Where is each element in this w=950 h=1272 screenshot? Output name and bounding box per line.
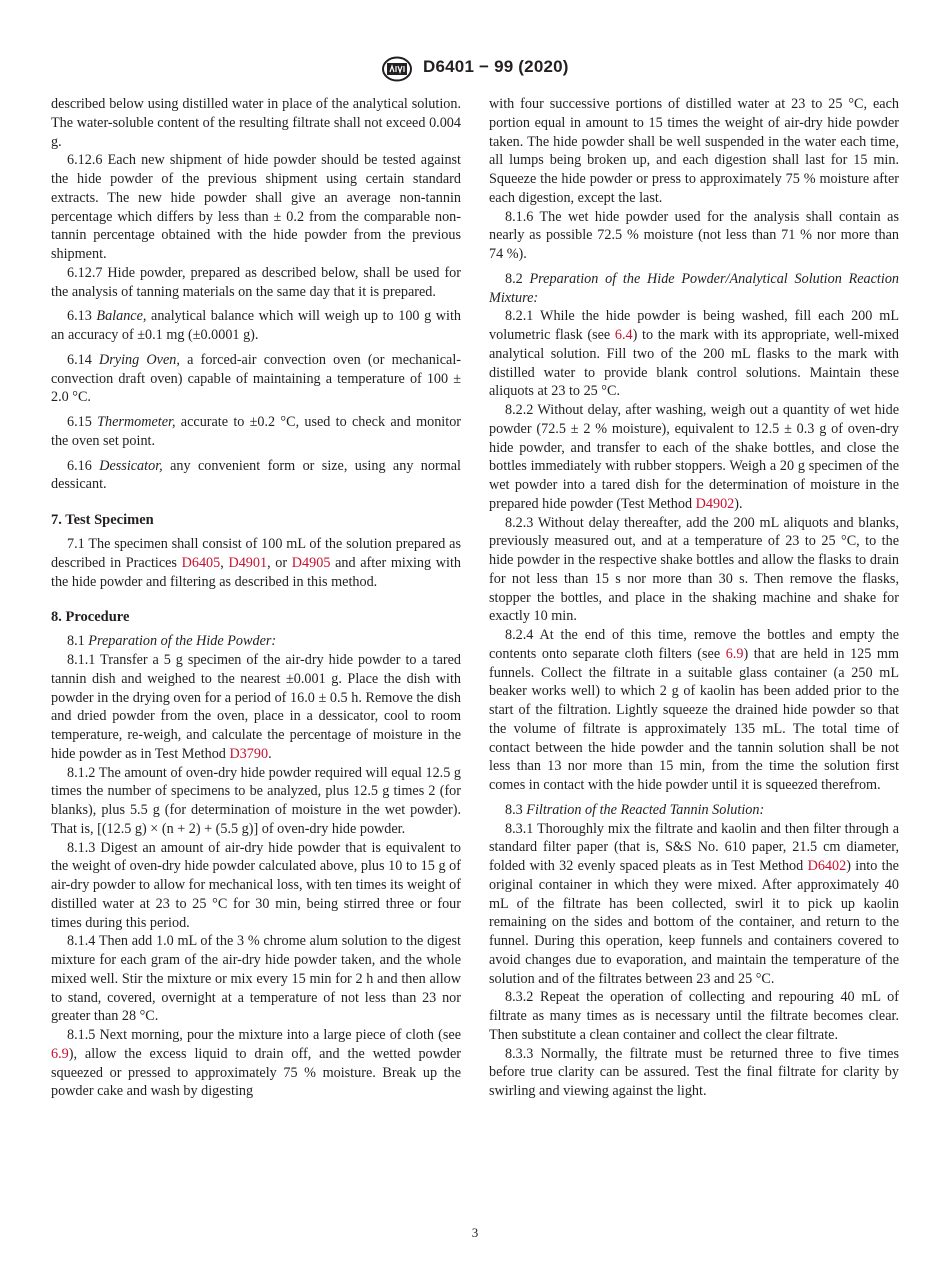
term: Balance, [96, 308, 147, 325]
term: Thermometer, [97, 414, 176, 430]
astm-logo-icon [381, 56, 413, 82]
section-number: 8.1 [67, 633, 89, 650]
section-number: 6.15 [67, 414, 98, 430]
right-column [489, 95, 899, 1101]
paragraph-8-1-1 [51, 651, 461, 764]
definition: a forced-air convection oven (or mechanical-convection draft oven) capable of maintaining a temperature of 100 ± 2.0 °C. [51, 351, 461, 406]
paragraph-8-3-1 [489, 820, 899, 989]
text: . [268, 745, 272, 762]
paragraph-8-2-4 [489, 626, 899, 795]
paragraph-7-1 [51, 535, 461, 591]
text: 8.3.1 Thoroughly mix the filtrate and kaolin and then filter through a standard filter paper (that is, S&S No. 610 paper, 21.5 cm diameter, folded with 32 evenly spaced pleats as in Test Method [489, 820, 899, 874]
section-number: 6.14 [67, 351, 100, 368]
paragraph-6-12-6: 6.12.6 Each new shipment of hide powder should be tested against the hide powder of the previous shipment using certain standard extracts. The new hide powder shall give an average non-tannin percentage which differs by less than ± 0.2 from the comparable non-tannin percentage obtained with the hide powder from the previous shipment. [51, 152, 461, 262]
definition: analytical balance which will weigh up to 100 g with an accuracy of ±0.1 mg (±0.0001 g). [51, 308, 462, 343]
reference-link-d3790[interactable]: D3790 [229, 745, 269, 762]
text: ) to the mark with its appropriate, well-mixed analytical solution. Fill two of the 200 mL flasks to the mark with distilled water to provide blank control solutions. Maintain these aliquots at 23 to 25 °C. [489, 327, 899, 400]
paragraph-8-1 [51, 632, 461, 651]
paragraph-8-1-5 [51, 1026, 461, 1101]
term: Preparation of the Hide Powder: [88, 633, 277, 650]
paragraph-8-3 [489, 801, 899, 820]
paragraph-8-2-3: 8.2.3 Without delay thereafter, add the 200 mL aliquots and blanks, previously measured out, and at a temperature of 23 to 25 °C, to the hide powder in the respective shake bottles and allow the flasks to drain for not less than 15 s nor more than 30 s. Then remove the flasks, stopper the bottles, and place in the shaking machine and shake for exactly 10 min. [489, 514, 899, 625]
text: ) that are held in 125 mm funnels. Collect the filtrate in a suitable glass container (a 250 mL beaker works well) to which 2 g of kaolin has been added prior to the start of the filtration. Lightly squeeze the drained hide powder so that the volume of filtrate is approximately 135 mL. The total time of contact between the hide powder and the tannin solution shall be not less than 13 nor more than 15 min, from the time the solution first comes in contact with the hide powder until it is squeezed therefrom. [489, 645, 899, 793]
paragraph-8-3-2: 8.3.2 Repeat the operation of collecting and repouring 40 mL of filtrate as many times as is necessary until the filtrate becomes clear. Then substitute a clean container and collect the clear filtrate. [489, 989, 899, 1043]
text: and after mixing with the hide powder and filtering as described in this method. [51, 554, 461, 590]
paragraph-8-3-3: 8.3.3 Normally, the filtrate must be returned three to five times before true clarity can be assured. Test the final filtrate for clarity by swirling and viewing against the light. [489, 1045, 899, 1099]
paragraph-8-2-1 [489, 307, 899, 401]
reference-link-6-9[interactable]: 6.9 [51, 1045, 69, 1062]
document-designation: D6401 − 99 (2020) [423, 57, 569, 76]
text: 8.1.5 Next morning, pour the mixture into a large piece of cloth (see [67, 1027, 461, 1043]
section-heading-7: 7. Test Specimen [51, 512, 154, 528]
paragraph-6-14 [51, 351, 461, 407]
definition: accurate to ±0.2 °C, used to check and monitor the oven set point. [51, 414, 462, 449]
paragraph-6-13 [51, 307, 461, 345]
term: Filtration of the Reacted Tannin Solution: [526, 801, 765, 818]
section-number: 8.3 [505, 801, 527, 818]
definition: any convenient form or size, using any normal dessicant. [51, 457, 461, 493]
reference-link-d6405[interactable]: D6405 [181, 554, 221, 571]
paragraph-6-15 [51, 413, 461, 451]
page-number: 3 [471, 1225, 479, 1240]
text: , or [267, 554, 292, 571]
term: Drying Oven, [99, 351, 180, 368]
paragraph-6-16 [51, 457, 461, 495]
paragraph-8-1-2: 8.1.2 The amount of oven-dry hide powder required will equal 12.5 g times the number of specimens to be analyzed, plus 12.5 g times 2 (for blanks), plus 5.5 g (for determination of moisture in the wet powder). That is, [(12.5 g) × (n + 2) + (5.5 g)] of oven-dry hide powder. [51, 764, 461, 837]
reference-link-6-9[interactable]: 6.9 [725, 645, 744, 662]
paragraph: described below using distilled water in place of the analytical solution. The water-soluble content of the resulting filtrate shall not exceed 0.004 g. [51, 96, 461, 150]
text: ) into the original container in which they were mixed. After approximately 40 mL of the filtrate has been collected, swirl it to pick up kaolin remaining on the sides and bottom of the container, and return to the funnel. During this operation, keep funnels and containers covered to avoid changes due to evaporation, and maintain the temperature of the solution and of the filtrates between 23 and 25 °C. [489, 858, 899, 987]
paragraph-8-2 [489, 270, 899, 308]
left-column [51, 95, 461, 1101]
section-number: 6.16 [67, 457, 100, 474]
text: 8.2.4 At the end of this time, remove the bottles and empty the contents onto separate cloth filters (see [489, 627, 899, 662]
paragraph-8-1-3: 8.1.3 Digest an amount of air-dry hide powder that is equivalent to the weight of oven-dry hide powder calculated above, plus 10 to 15 g of air-dry powder to allow for mechanical loss, with ten times its weight of distilled water at 23 to 25 °C for 30 min, being stirred three or four times during this period. [51, 839, 461, 931]
term: Preparation of the Hide Powder/Analytical Solution Reaction Mixture: [489, 270, 900, 306]
reference-link-d4901[interactable]: D4901 [228, 554, 268, 571]
paragraph: with four successive portions of distilled water at 23 to 25 °C, each portion equal in amount to 15 times the weight of air-dry hide powder taken. The hide powder shall be well suspended in the water each time, all lumps being broken up, and each digestion shall last for 15 min. Squeeze the hide powder or press to approximately 75 % moisture after each digestion, except the last. [489, 96, 899, 206]
term: Dessicator, [99, 457, 163, 474]
reference-link-6-4[interactable]: 6.4 [614, 327, 633, 343]
paragraph-8-1-4: 8.1.4 Then add 1.0 mL of the 3 % chrome alum solution to the digest mixture for each gram of the air-dry hide powder taken, and the whole mixed well. Stir the mixture or mix every 15 min for 2 h and then allow to stand, covered, overnight at a temperature of not less than 23 nor greater than 28 °C. [51, 933, 461, 1025]
section-number: 8.2 [505, 270, 530, 287]
reference-link-d4902[interactable]: D4902 [695, 495, 735, 512]
reference-link-d6402[interactable]: D6402 [807, 858, 847, 874]
paragraph-8-2-2 [489, 401, 899, 514]
page-header [0, 56, 950, 86]
text: 8.1.1 Transfer a 5 g specimen of the air-dry hide powder to a tared tannin dish and weighed to the nearest ±0.001 g. Place the dish with powder in the drying oven for a period of 16.0 ± 0.5 h. Remove the dish and dried powder from the oven, place in a dessicator, cool to room temperature, re-weigh, and calculate the percentage of moisture in the hide powder as in Test Method [51, 652, 461, 762]
text: 8.2.1 While the hide powder is being washed, fill each 200 mL volumetric flask (see [489, 308, 899, 343]
text: 8.2.2 Without delay, after washing, weigh out a quantity of wet hide powder (72.5 ± 2 % moisture), equivalent to 12.5 ± 0.3 g of oven-dry hide powder, and transfer to each of the shake bottles, and close the bottles immediately with rubber stoppers. Weigh a 20 g specimen of the wet powder into a tared dish for the determination of moisture in the prepared hide powder (Test Method [489, 402, 899, 512]
paragraph-8-1-6: 8.1.6 The wet hide powder used for the analysis shall contain as nearly as possible 72.5 % moisture (not less than 71 % nor more than 74 %). [489, 208, 899, 262]
text: 7.1 The specimen shall consist of 100 mL of the solution prepared as described in Practices [51, 536, 461, 571]
text: , [220, 554, 229, 571]
section-heading-8: 8. Procedure [51, 609, 130, 626]
reference-link-d4905[interactable]: D4905 [291, 554, 331, 571]
section-number: 6.13 [67, 308, 97, 325]
paragraph-6-12-7: 6.12.7 Hide powder, prepared as described below, shall be used for the analysis of tanning materials on the same day that it is prepared. [51, 264, 461, 300]
text: ), allow the excess liquid to drain off, and the wetted powder squeezed or pressed to approximately 75 % moisture. Break up the powder cake and wash by digesting [51, 1045, 461, 1100]
text: ). [734, 495, 743, 512]
